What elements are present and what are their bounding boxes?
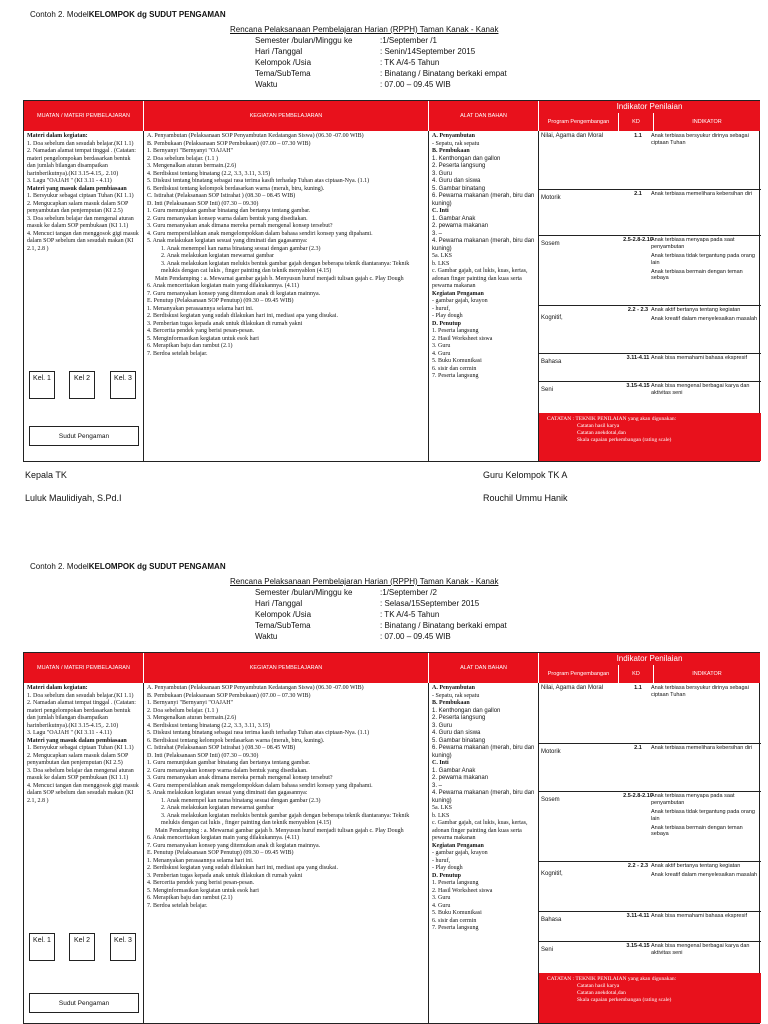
kegiatan-item: C. Istirahat (Pelaksanaan SOP Istirahat ) (08.30 – 08.45 WIB) xyxy=(147,745,296,751)
kegiatan-item: 6. Berdiskusi tentang kelompok berdasarkan warna (merah, biru, kuning). xyxy=(147,185,325,192)
materi-item: 2. Mengucapkan salam masuk dalam SOP penyambutan dan penjemputan (KI 2.5) xyxy=(27,752,129,766)
alat-item: - Play dough xyxy=(432,865,463,871)
materi-item: 1. Doa sebelum dan sesudah belajar.(KI 1.1) xyxy=(27,140,134,147)
materi-column xyxy=(24,683,144,1023)
indicator-program: Bahasa xyxy=(541,917,562,923)
header-kd: KD xyxy=(619,113,654,131)
indicator-row xyxy=(539,305,761,354)
theme-value: : Binatang / Binatang berkaki empat xyxy=(380,69,507,78)
alat-item: - huruf, xyxy=(432,305,450,312)
kelompok-1-box: Kel. 1 xyxy=(29,371,55,399)
indicator-kd: 2.1 xyxy=(634,191,642,197)
kegiatan-item: 5. Diskusi tentang binatang sebagai rasa terima kasih terhadap Tuhan atas ciptaan-Nya. (1.1) xyxy=(147,730,370,736)
date-value: : Senin/14September 2015 xyxy=(380,47,476,56)
rpph-table xyxy=(23,100,760,462)
indikator-column xyxy=(539,131,761,461)
example-model: KELOMPOK dg SUDUT PENGAMAN xyxy=(88,562,226,571)
theme-label: Tema/SubTema xyxy=(255,69,311,78)
kepala-name: Luluk Maulidiyah, S.Pd.I xyxy=(25,493,122,503)
alat-item: C. Inti xyxy=(432,208,449,214)
rpph-header xyxy=(230,24,550,90)
alat-item: 1. Gambar Anak xyxy=(432,767,476,774)
alat-item: - Sepatu, rak sepatu xyxy=(432,140,480,147)
kegiatan-item: A. Penyambutan (Pelaksanaan SOP Penyambutan Kedatangan Siswa) (06.30 -07.00 WIB) xyxy=(147,133,364,139)
indicator-text xyxy=(651,307,761,325)
alat-column xyxy=(429,131,539,461)
indicator-kd: 2.2 - 2.3 xyxy=(627,307,649,313)
kegiatan-item: A. Penyambutan (Pelaksanaan SOP Penyambutan Kedatangan Siswa) (06.30 -07.00 WIB) xyxy=(147,685,364,691)
alat-item: 1. Peserta langsung xyxy=(432,880,479,886)
guru-name: Rouchil Ummu Hanik xyxy=(483,493,568,503)
header-indikator: INDIKATOR xyxy=(654,665,761,683)
kegiatan-column xyxy=(144,131,429,461)
example-label xyxy=(30,10,226,20)
header-indikator-penilaian: Indikator Penilaian xyxy=(539,653,761,665)
kegiatan-item: 5. Anak melakukan kegiatan sesuai yang diminati dan gagasannya: xyxy=(147,238,308,244)
catatan-box xyxy=(539,973,761,1023)
kegiatan-item: 5. Anak melakukan kegiatan sesuai yang diminati dan gagasannya: xyxy=(147,790,308,796)
time-value: : 07.00 – 09.45 WIB xyxy=(380,632,451,641)
indicator-row xyxy=(539,791,761,862)
rpph-title: Rencana Pelaksanaan Pembelajaran Harian (RPPH) Taman Kanak - Kanak xyxy=(230,577,499,586)
header-indikator: INDIKATOR xyxy=(654,113,761,131)
indicator-row xyxy=(539,189,761,236)
alat-item: 5. Buku Komunikasi xyxy=(432,910,482,916)
kegiatan-item: 1. Menanyakan perasaannya selama hari ini. xyxy=(147,305,254,312)
kegiatan-item: Main Pendamping : a. Mewarnai gambar gajah b. Menyusun huruf menjadi tulisan gajah c. Play Dough xyxy=(155,827,404,834)
kelompok-2-box: Kel 2 xyxy=(69,933,95,961)
alat-item: 7. Peserta langsung xyxy=(432,925,479,931)
materi-item: 3. Lagu "OAJAH " (KI 3.11 - 4.11) xyxy=(27,730,112,736)
kegiatan-item: 1. Guru menunjukan gambar binatang dan bertanya tentang gambar. xyxy=(147,760,311,766)
indicator-bullet: Anak aktif bertanya tentang kegiatan xyxy=(651,307,741,313)
indicator-bullet: Anak bisa memahami bahasa ekspresif xyxy=(651,913,747,919)
indicator-kd: 3.15-4.15 xyxy=(626,943,650,949)
indicator-program: Nilai, Agama dan Moral xyxy=(541,133,604,139)
indicator-text xyxy=(651,191,761,200)
alat-item: 1. Peserta langsung xyxy=(432,328,479,334)
indicator-kd: 2.2 - 2.3 xyxy=(627,863,649,869)
indicator-bullet: Anak terbiasa menyapa pada saat penyambutan xyxy=(651,237,735,250)
kelompok-3-box: Kel. 3 xyxy=(110,371,136,399)
kegiatan-item: 6. Merapikan baju dan rambut (2.1) xyxy=(147,895,233,901)
kegiatan-item: D. Inti (Pelaksanaan SOP Inti) (07.30 – 09.30) xyxy=(147,752,259,759)
indicator-bullet: Anak aktif bertanya tentang kegiatan xyxy=(651,863,741,869)
kegiatan-item: 5. Diskusi tentang binatang sebagai rasa terima kasih terhadap Tuhan atas ciptaan-Nya. (1.1) xyxy=(147,178,370,184)
kegiatan-item: 1. Guru menunjukan gambar binatang dan bertanya tentang gambar. xyxy=(147,208,311,214)
indicator-program: Motorik xyxy=(541,195,561,201)
indicator-kd: 2.5-2.8-2.10 xyxy=(623,793,653,799)
alat-item: - huruf, xyxy=(432,857,450,864)
alat-item: A. Penyambutan xyxy=(432,133,476,139)
alat-item: b. LKS xyxy=(432,260,450,267)
kegiatan-column xyxy=(144,683,429,1023)
alat-item: A. Penyambutan xyxy=(432,685,476,691)
kegiatan-item: 5. Menginformasikan kegiatan untuk esok hari xyxy=(147,887,259,894)
indicator-bullet: Anak terbiasa bermain dengan teman sebaya xyxy=(651,824,743,838)
kegiatan-item: 4. Guru mempersilahkan anak mengelompokkan dalam bahasa sendiri konsep yang dipahami. xyxy=(147,782,373,789)
catatan-item: Skala capaian perkembangan (rating scale) xyxy=(577,436,672,443)
time-label: Waktu xyxy=(255,80,278,89)
catatan-item: Skala capaian perkembangan (rating scale) xyxy=(577,996,672,1003)
indicator-bullet: Anak terbiasa bersyukur dirinya sebagai ciptaan Tuhan xyxy=(651,685,749,698)
indicator-kd: 3.11-4.11 xyxy=(626,913,650,919)
example-label xyxy=(30,562,226,572)
kegiatan-item: 2. Doa sebelum belajar. (1.1 ) xyxy=(147,155,218,162)
kegiatan-item: 3. Guru menanyakan anak dimana mereka pernah mengenal konsep tersebut? xyxy=(147,223,333,229)
alat-item: 2. pewarna makanan xyxy=(432,775,489,781)
alat-item: - gambar gajah, krayon xyxy=(432,298,488,304)
alat-item: B. Pembukaan xyxy=(432,700,470,706)
materi-title: Materi dalam kegiatan: xyxy=(27,133,88,139)
kegiatan-item: D. Inti (Pelaksanaan SOP Inti) (07.30 – 09.30) xyxy=(147,200,259,207)
indicator-kd: 3.15-4.15 xyxy=(626,383,650,389)
indicator-bullet: Anak terbiasa tidak tergantung pada orang lain xyxy=(651,808,755,822)
catatan-item: Catatan anekdotal,dan xyxy=(577,429,626,436)
alat-item: 5. Gambar binatang xyxy=(432,737,486,744)
kegiatan-item: 3. Anak melakukan kegiatan melukis bentuk gambar gajah dengan beberapa teknik diantaranya: Teknik melukis dengan cat lukis , finger painting dan teknik menyablon (4.15) xyxy=(161,812,410,826)
alat-item: - gambar gajah, krayon xyxy=(432,850,488,856)
indicator-kd: 3.11-4.11 xyxy=(626,355,650,361)
indicator-text xyxy=(651,943,761,959)
kegiatan-item: 2. Anak melakukan kegiatan mewarnai gambar xyxy=(161,253,274,259)
indicator-kd: 2.1 xyxy=(634,745,642,751)
indicator-bullet: Anak bisa memahami bahasa ekspresif xyxy=(651,355,747,361)
guru-label: Guru Kelompok TK A xyxy=(483,470,568,480)
alat-item: 3. – xyxy=(432,782,443,789)
date-value: : Selasa/15September 2015 xyxy=(380,599,480,608)
materi-item: 1. Bersyukur sebagai ciptaan Tuhan (KI 1.1) xyxy=(27,745,134,751)
indicator-program: Sosem xyxy=(541,797,560,803)
indicator-text xyxy=(651,133,761,149)
kegiatan-item: 3. Mengenalkan aturan bermain.(2.6) xyxy=(147,163,237,169)
alat-item: D. Penutup xyxy=(432,320,462,327)
indicator-row xyxy=(539,131,761,190)
kegiatan-item: 1. Menanyakan perasaannya selama hari ini. xyxy=(147,857,254,864)
catatan-item: Catatan hasil karya xyxy=(577,422,620,429)
alat-item: 6. sisir dan cermin xyxy=(432,917,477,924)
semester-value: :1/September /2 xyxy=(380,588,437,597)
indicator-kd: 1.1 xyxy=(634,685,642,691)
kegiatan-item: 7. Guru menanyakan konsep yang ditemukan anak di kegiatan mainnya. xyxy=(147,290,321,297)
alat-item: 4. Pewarna makanan (merah, biru dan kuning) xyxy=(432,790,535,804)
kegiatan-item: 2. Guru menanyakan konsep warna dalam bentuk yang disediakan. xyxy=(147,767,308,774)
kegiatan-item: C. Istirahat (Pelaksanaan SOP Istirahat ) (08.30 – 08.45 WIB) xyxy=(147,193,296,199)
alat-item: 5a. LKS xyxy=(432,805,452,811)
header-program: Program Pengembangan xyxy=(539,113,619,131)
indicator-program: Bahasa xyxy=(541,359,562,365)
time-label: Waktu xyxy=(255,632,278,641)
indicator-text xyxy=(651,793,761,840)
indicator-row xyxy=(539,941,761,975)
indicator-row xyxy=(539,743,761,792)
kegiatan-item: 4. Berdiskusi tentang binatang (2.2, 3.3, 3.11, 3.15) xyxy=(147,722,271,729)
indikator-column xyxy=(539,683,761,1023)
kegiatan-item: 4. Berdiskusi tentang binatang (2.2, 3.3, 3.11, 3.15) xyxy=(147,170,271,177)
indicator-bullet: Anak kreatif dalam menyelesaikan masalah xyxy=(651,871,758,878)
alat-item: - Sepatu, rak sepatu xyxy=(432,692,480,699)
group-value: : TK A/4-5 Tahun xyxy=(380,58,440,67)
kelompok-2-box: Kel 2 xyxy=(69,371,95,399)
indicator-program: Seni xyxy=(541,947,554,953)
indicator-row xyxy=(539,911,761,942)
alat-item: 4. Guru xyxy=(432,902,451,909)
example-model: KELOMPOK dg SUDUT PENGAMAN xyxy=(88,10,226,19)
kegiatan-item: B. Pembukaan (Pelaksanaan SOP Pembukaan) (07.00 – 07.30 WIB) xyxy=(147,692,311,699)
materi-item: 1. Doa sebelum dan sesudah belajar.(KI 1.1) xyxy=(27,692,134,699)
alat-item: B. Pembukaan xyxy=(432,148,470,154)
alat-item: 3. Guru xyxy=(432,895,451,901)
example-prefix: Contoh 2. Model xyxy=(30,10,89,19)
theme-label: Tema/SubTema xyxy=(255,621,311,630)
kegiatan-item: 4. Guru mempersilahkan anak mengelompokkan dalam bahasa sendiri konsep yang dipahami. xyxy=(147,230,373,237)
kegiatan-item: 6. Merapikan baju dan rambut (2.1) xyxy=(147,343,233,349)
indicator-program: Motorik xyxy=(541,749,561,755)
alat-item: 1. Gambar Anak xyxy=(432,215,476,222)
indicator-kd: 1.1 xyxy=(634,133,642,139)
kepala-label: Kepala TK xyxy=(25,470,67,480)
catatan-item: Catatan hasil karya xyxy=(577,982,620,989)
materi-subtitle: Materi yang masuk dalam pembiasaan xyxy=(27,737,127,744)
indicator-text xyxy=(651,237,761,284)
kegiatan-item: 1. Bernyanyi "Bernyanyi "OAJAH" xyxy=(147,148,234,154)
rpph-page-2 xyxy=(0,552,768,1024)
alat-item: 3. – xyxy=(432,230,443,237)
kegiatan-item: 7. Berdoa setelah belajar. xyxy=(147,902,208,909)
date-label: Hari /Tanggal xyxy=(255,47,303,56)
kegiatan-item: 7. Guru menanyakan konsep yang ditemukan anak di kegiatan mainnya. xyxy=(147,842,321,849)
catatan-title: CATATAN : TEKNIK PENILAIAN yang akan digunakan: xyxy=(547,976,677,982)
indicator-program: Nilai, Agama dan Moral xyxy=(541,685,604,691)
alat-item: - Play dough xyxy=(432,313,463,319)
kegiatan-item: 7. Berdoa setelah belajar. xyxy=(147,350,208,357)
alat-item: 4. Guru dan siswa xyxy=(432,178,481,184)
alat-item: 2. Hasil Worksheet siswa xyxy=(432,335,493,342)
materi-item: 3. Doa sebelum belajar dan mengenal aturan masuk ke dalam SOP pembukaan (KI 1.1) xyxy=(27,767,134,781)
kegiatan-item: 2. Guru menanyakan konsep warna dalam bentuk yang disediakan. xyxy=(147,215,308,222)
alat-item: c. Gambar gajah, cat lukis, kuas, kertas, adonan finger painting dan kuas serta pewarna makanan xyxy=(432,268,528,289)
indicator-text xyxy=(651,383,761,399)
kegiatan-item: E. Penutup (Pelaksanaan SOP Penutup) (09.30 – 09.45 WIB) xyxy=(147,850,294,856)
kegiatan-item: 5. Menginformasikan kegiatan untuk esok hari xyxy=(147,335,259,342)
materi-subtitle: Materi yang masuk dalam pembiasaan xyxy=(27,185,127,192)
kelompok-3-box: Kel. 3 xyxy=(110,933,136,961)
indicator-text xyxy=(651,745,761,754)
time-value: : 07.00 – 09.45 WIB xyxy=(380,80,451,89)
example-prefix: Contoh 2. Model xyxy=(30,562,89,571)
indicator-program: Seni xyxy=(541,387,554,393)
kegiatan-item: 4. Bercerita pendek yang berisi pesan-pesan. xyxy=(147,328,255,334)
header-muatan: MUATAN / MATERI PEMBELAJARAN xyxy=(24,101,144,131)
catatan-item: Catatan anekdotal,dan xyxy=(577,989,626,996)
indicator-bullet: Anak kreatif dalam menyelesaikan masalah xyxy=(651,315,758,322)
indicator-bullet: Anak terbiasa memelihara kebersihan diri xyxy=(651,745,753,751)
kelompok-1-box: Kel. 1 xyxy=(29,933,55,961)
alat-item: c. Gambar gajah, cat lukis, kuas, kertas, adonan finger painting dan kuas serta pewarna makanan xyxy=(432,820,528,841)
kegiatan-item: 1. Anak menempel kan nama binatang sesuai dengan gambar (2.3) xyxy=(161,245,321,252)
materi-item: 2. Namadan alamat tempat tinggal . (Catatan: materi pengelompokan berdasarkan bentuk dan jumlah bilangan disampaikan harinberikutnya).(KI 3.15-4.15,. 2.10) xyxy=(27,148,136,177)
indicator-bullet: Anak terbiasa bersyukur dirinya sebagai ciptaan Tuhan xyxy=(651,133,749,146)
indicator-bullet: Anak bisa mengenal berbagai karya dan aktivitas seni xyxy=(651,383,750,396)
kegiatan-item: 3. Anak melakukan kegiatan melukis bentuk gambar gajah dengan beberapa teknik diantaranya: Teknik melukis dengan cat lukis , finger painting dan teknik menyablon (4.15) xyxy=(161,260,410,274)
header-indikator-penilaian: Indikator Penilaian xyxy=(539,101,761,113)
header-kegiatan: KEGIATAN PEMBELAJARAN xyxy=(144,653,429,683)
catatan-title: CATATAN : TEKNIK PENILAIAN yang akan digunakan: xyxy=(547,416,677,422)
indicator-text xyxy=(651,355,761,364)
alat-item: 4. Pewarna makanan (merah, biru dan kuning) xyxy=(432,238,535,252)
rpph-title: Rencana Pelaksanaan Pembelajaran Harian (RPPH) Taman Kanak - Kanak xyxy=(230,25,499,34)
indicator-row xyxy=(539,235,761,306)
kegiatan-item: 6. Anak menceritakan kegiatan main yang dilakukannya. (4.11) xyxy=(147,283,300,289)
indicator-program: Kognitif, xyxy=(541,315,563,321)
group-value: : TK A/4-5 Tahun xyxy=(380,610,440,619)
sudut-pengaman-box: Sudut Pengaman xyxy=(29,993,139,1013)
kegiatan-item: 6. Anak menceritakan kegiatan main yang dilakukannya. (4.11) xyxy=(147,835,300,841)
kegiatan-item: 6. Berdiskusi tentang kelompok berdasarkan warna (merah, biru, kuning). xyxy=(147,737,325,744)
kegiatan-item: 3. Pemberian tugas kepada anak untuk dilakukan di rumah yakni xyxy=(147,872,303,879)
alat-item: 4. Guru dan siswa xyxy=(432,730,481,736)
materi-item: 3. Lagu "OAJAH " (KI 3.11 - 4.11) xyxy=(27,178,112,184)
sudut-pengaman-box: Sudut Pengaman xyxy=(29,426,139,446)
indicator-text xyxy=(651,913,761,922)
alat-item: 7. Peserta langsung xyxy=(432,373,479,379)
alat-item: 6. Pewarna makanan (merah, biru dan kuning) xyxy=(432,193,535,207)
alat-column xyxy=(429,683,539,1023)
indicator-row xyxy=(539,381,761,413)
materi-item: 3. Doa sebelum belajar dan mengenal aturan masuk ke dalam SOP pembukaan (KI 1.1) xyxy=(27,215,134,229)
materi-title: Materi dalam kegiatan: xyxy=(27,685,88,691)
alat-item: 2. Peserta langsung xyxy=(432,715,486,721)
indicator-bullet: Anak terbiasa menyapa pada saat penyambutan xyxy=(651,793,735,806)
kegiatan-item: 2. Anak melakukan kegiatan mewarnai gambar xyxy=(161,805,274,811)
kegiatan-item: E. Penutup (Pelaksanaan SOP Penutup) (09.30 – 09.45 WIB) xyxy=(147,298,294,304)
alat-item: 3. Guru xyxy=(432,343,451,349)
header-program: Program Pengembangan xyxy=(539,665,619,683)
semester-label: Semester /bulan/Minggu ke xyxy=(255,588,353,597)
alat-item: 3. Guru xyxy=(432,170,453,177)
alat-item: 4. Guru xyxy=(432,350,451,357)
alat-item: D. Penutup xyxy=(432,872,462,879)
group-label: Kelompok /Usia xyxy=(255,58,312,67)
indicator-text xyxy=(651,863,761,881)
indicator-program: Kognitif, xyxy=(541,871,563,877)
rpph-table xyxy=(23,652,760,1024)
semester-label: Semester /bulan/Minggu ke xyxy=(255,36,353,45)
rpph-header xyxy=(230,576,550,642)
indicator-row xyxy=(539,353,761,382)
theme-value: : Binatang / Binatang berkaki empat xyxy=(380,621,507,630)
kegiatan-item: 3. Pemberian tugas kepada anak untuk dilakukan di rumah yakni xyxy=(147,320,303,327)
kegiatan-item: 2. Berdiskusi kegiatan yang sudah dilakukan hari ini, mediasi apa yang disukai. xyxy=(147,865,338,871)
indicator-bullet: Anak bisa mengenal berbagai karya dan aktivitas seni xyxy=(651,943,750,956)
alat-item: Kegiatan Pengaman xyxy=(432,290,484,297)
materi-item: 2. Mengucapkan salam masuk dalam SOP penyambutan dan penjemputan (KI 2.5) xyxy=(27,200,129,214)
date-label: Hari /Tanggal xyxy=(255,599,303,608)
alat-item: 6. Pewarna makanan (merah, biru dan kuning) xyxy=(432,745,535,759)
header-kd: KD xyxy=(619,665,654,683)
kegiatan-item: 3. Mengenalkan aturan bermain.(2.6) xyxy=(147,715,237,721)
kegiatan-item: 2. Berdiskusi kegiatan yang sudah dilakukan hari ini, mediasi apa yang disukai. xyxy=(147,313,338,319)
indicator-row xyxy=(539,683,761,744)
header-kegiatan: KEGIATAN PEMBELAJARAN xyxy=(144,101,429,131)
header-alat: ALAT DAN BAHAN xyxy=(429,653,539,683)
indicator-bullet: Anak terbiasa memelihara kebersihan diri xyxy=(651,191,753,197)
kegiatan-item: 3. Guru menanyakan anak dimana mereka pernah mengenal konsep tersebut? xyxy=(147,775,333,781)
alat-item: 3. Guru xyxy=(432,722,453,729)
catatan-box xyxy=(539,413,761,461)
alat-item: 2. Peserta langsung xyxy=(432,163,486,169)
alat-item: b. LKS xyxy=(432,812,450,819)
materi-item: 1. Bersyukur sebagai ciptaan Tuhan (KI 1.1) xyxy=(27,193,134,199)
alat-item: 1. Kenthongan dan gallon xyxy=(432,155,501,162)
indicator-kd: 2.5-2.8-2.10 xyxy=(623,237,653,243)
alat-item: 5. Gambar binatang xyxy=(432,185,486,192)
indicator-bullet: Anak terbiasa bermain dengan teman sebaya xyxy=(651,268,743,282)
alat-item: 6. sisir dan cermin xyxy=(432,365,477,372)
alat-item: 5. Buku Komunikasi xyxy=(432,358,482,364)
indicator-bullet: Anak terbiasa tidak tergantung pada orang lain xyxy=(651,252,755,266)
kegiatan-item: B. Pembukaan (Pelaksanaan SOP Pembukaan) (07.00 – 07.30 WIB) xyxy=(147,140,311,147)
alat-item: 2. Hasil Worksheet siswa xyxy=(432,887,493,894)
alat-item: 1. Kenthongan dan gallon xyxy=(432,707,501,714)
group-label: Kelompok /Usia xyxy=(255,610,312,619)
kegiatan-item: 1. Bernyanyi "Bernyanyi "OAJAH" xyxy=(147,700,234,706)
kegiatan-item: 2. Doa sebelum belajar. (1.1 ) xyxy=(147,707,218,714)
alat-item: Kegiatan Pengaman xyxy=(432,842,484,849)
indicator-text xyxy=(651,685,761,701)
materi-item: 4. Mencuci tangan dan menggosok gigi masuk dalam SOP sebelum dan sesudah makan (KI 2.1, 2.8 ) xyxy=(27,782,139,804)
indicator-program: Sosem xyxy=(541,241,560,247)
semester-value: :1/September /1 xyxy=(380,36,437,45)
header-muatan: MUATAN / MATERI PEMBELAJARAN xyxy=(24,653,144,683)
alat-item: 5a. LKS xyxy=(432,253,452,259)
kegiatan-item: 4. Bercerita pendek yang berisi pesan-pesan. xyxy=(147,880,255,886)
alat-item: C. Inti xyxy=(432,760,449,766)
materi-column xyxy=(24,131,144,461)
indicator-row xyxy=(539,861,761,912)
kegiatan-item: 1. Anak menempel kan nama binatang sesuai dengan gambar (2.3) xyxy=(161,797,321,804)
materi-item: 4. Mencuci tangan dan menggosok gigi masuk dalam SOP sebelum dan sesudah makan (KI 2.1, 2.8 ) xyxy=(27,230,139,252)
materi-item: 2. Namadan alamat tempat tinggal . (Catatan: materi pengelompokan berdasarkan bentuk dan jumlah bilangan disampaikan harinberikutnya).(KI 3.15-4.15,. 2.10) xyxy=(27,700,136,729)
kegiatan-item: Main Pendamping : a. Mewarnai gambar gajah b. Menyusun huruf menjadi tulisan gajah c. Play Dough xyxy=(155,275,404,282)
alat-item: 2. pewarna makanan xyxy=(432,223,489,229)
header-alat: ALAT DAN BAHAN xyxy=(429,101,539,131)
